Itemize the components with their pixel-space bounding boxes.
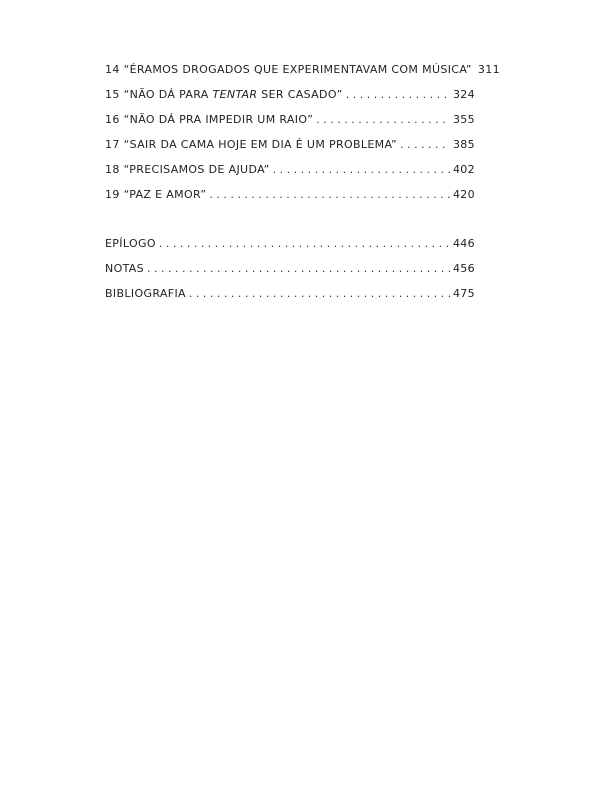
toc-entry-title	[105, 163, 270, 176]
dot-leader	[209, 188, 450, 201]
toc-entry-chapter-18[interactable]	[105, 163, 475, 188]
chapter-number: 15	[105, 88, 120, 101]
toc-entry-epilogo[interactable]	[105, 237, 475, 262]
dot-leader	[346, 88, 450, 101]
page-number: 420	[452, 188, 475, 201]
chapter-title: “ÉRAMOS DROGADOS QUE EXPERIMENTAVAM COM MÚSICA”	[123, 63, 472, 76]
chapter-title: “NÃO DÁ PRA IMPEDIR UM RAIO”	[123, 113, 314, 126]
page-number: 446	[452, 237, 475, 250]
toc-entry-chapter-14[interactable]	[105, 63, 500, 88]
chapter-number: 17	[105, 138, 120, 151]
chapter-number: 14	[105, 63, 120, 76]
chapter-title-end: SER CASADO”	[257, 88, 343, 101]
toc-entry-chapter-15[interactable]	[105, 88, 475, 113]
back-matter-list	[105, 237, 475, 312]
chapter-title: “SAIR DA CAMA HOJE EM DIA É UM PROBLEMA”	[123, 138, 398, 151]
dot-leader	[316, 113, 450, 126]
toc-entry-notas[interactable]	[105, 262, 475, 287]
chapter-title-start: “NÃO DÁ PARA	[123, 88, 213, 101]
dot-leader	[400, 138, 450, 151]
chapter-list	[105, 63, 500, 213]
dot-leader	[159, 237, 450, 250]
toc-entry-title	[105, 88, 343, 101]
page-number: 402	[452, 163, 475, 176]
toc-entry-title	[105, 113, 313, 126]
page-number: 475	[452, 287, 475, 300]
page-number: 355	[452, 113, 475, 126]
page-number: 324	[452, 88, 475, 101]
dot-leader	[189, 287, 450, 300]
chapter-number: 16	[105, 113, 120, 126]
chapter-number: 18	[105, 163, 120, 176]
chapter-number: 19	[105, 188, 120, 201]
toc-entry-bibliografia[interactable]	[105, 287, 475, 312]
toc-entry-title: EPÍLOGO	[105, 237, 156, 250]
toc-entry-chapter-19[interactable]	[105, 188, 475, 213]
page-number: 385	[452, 138, 475, 151]
toc-entry-title	[105, 188, 206, 201]
chapter-title-emphasis: TENTAR	[212, 88, 258, 101]
toc-entry-title	[105, 63, 472, 76]
toc-entry-chapter-16[interactable]	[105, 113, 475, 138]
page-number: 311	[477, 63, 500, 76]
toc-entry-title: NOTAS	[105, 262, 145, 275]
page-number: 456	[452, 262, 475, 275]
toc-entry-chapter-17[interactable]	[105, 138, 475, 163]
toc-entry-title	[105, 138, 397, 151]
toc-entry-title: BIBLIOGRAFIA	[105, 287, 186, 300]
dot-leader	[147, 262, 450, 275]
dot-leader	[273, 163, 450, 176]
table-of-contents	[105, 63, 500, 312]
chapter-title: “PAZ E AMOR”	[123, 188, 207, 201]
chapter-title: “PRECISAMOS DE AJUDA”	[123, 163, 270, 176]
